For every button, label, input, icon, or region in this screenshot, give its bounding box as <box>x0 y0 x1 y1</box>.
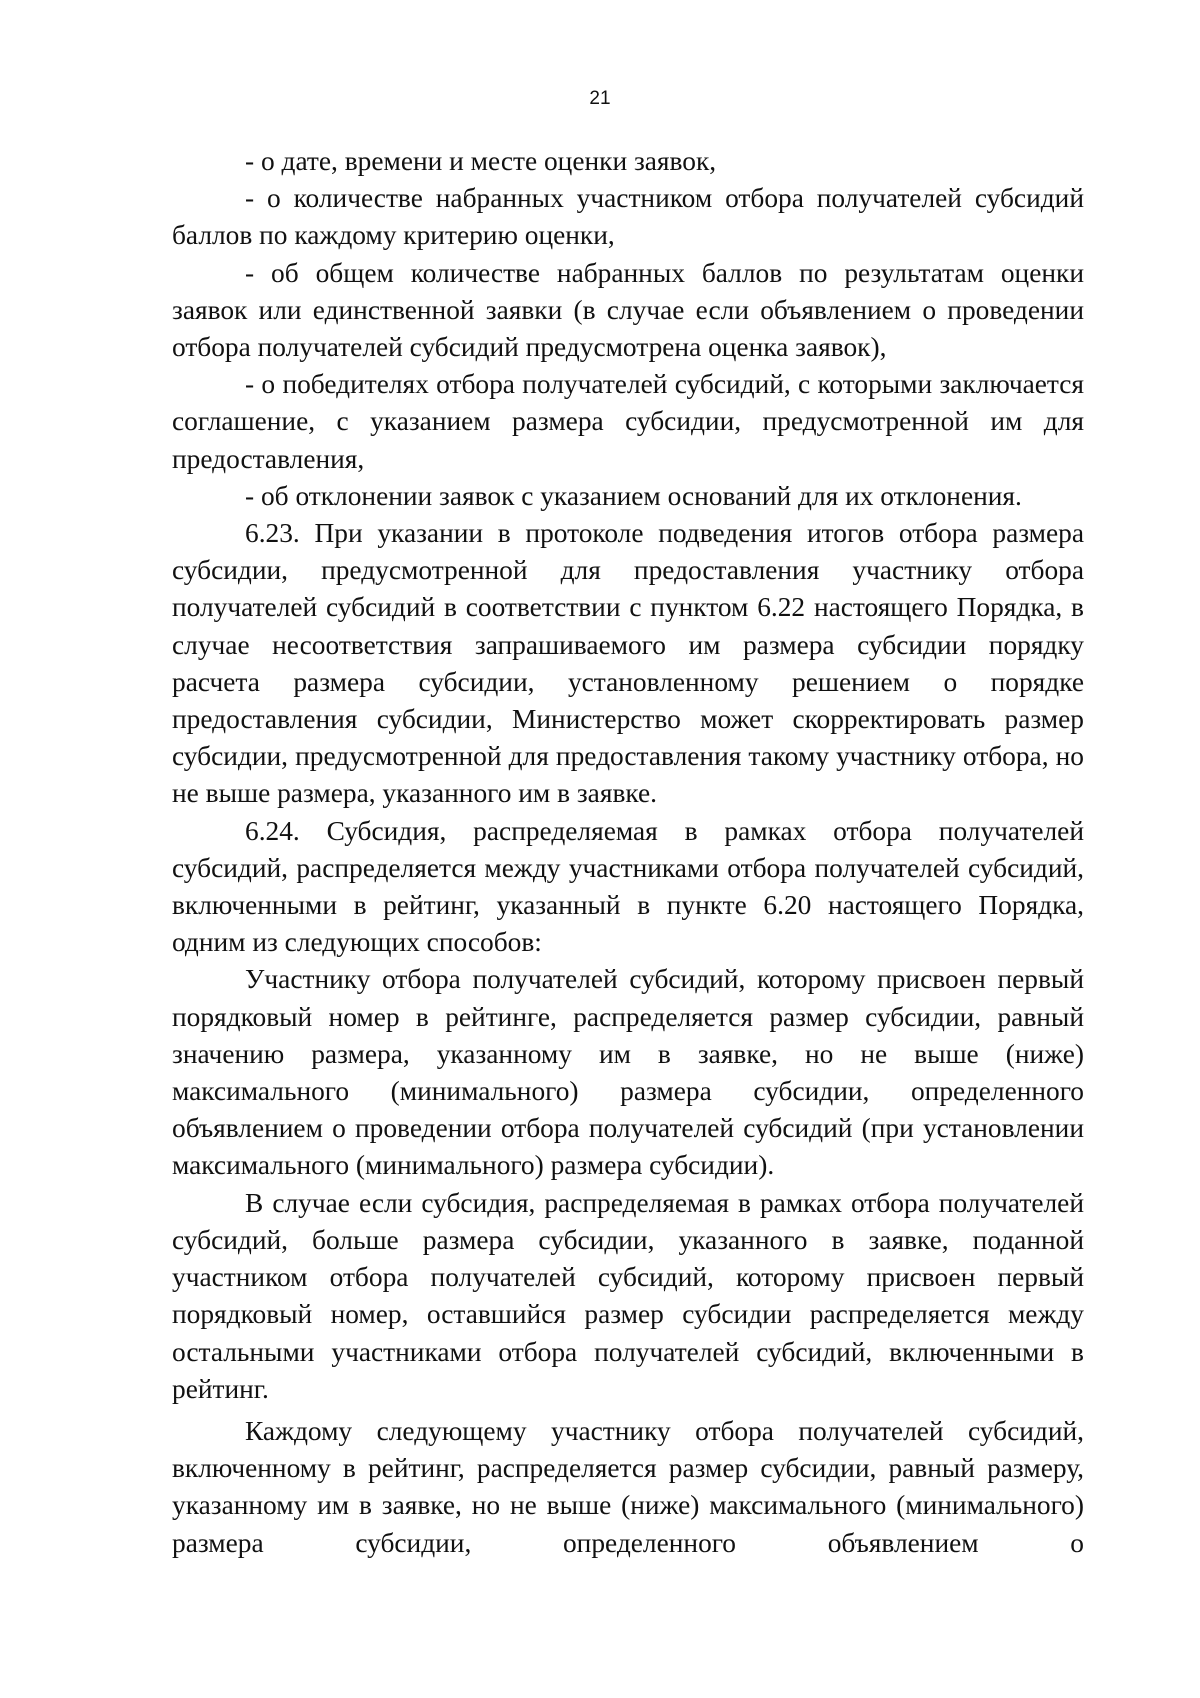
document-body <box>172 143 1084 1562</box>
paragraph-item-rejections: - об отклонении заявок с указанием оснований для их отклонения. <box>245 480 1022 511</box>
paragraph-item-date: - о дате, времени и месте оценки заявок, <box>245 146 717 176</box>
paragraph-clause-6-23: 6.23. При указании в протоколе подведения итогов отбора размера субсидии, предусмотренной для предоставления участнику отбора получателей субсидий в соответствии с пунктом 6.22 настоящего Порядка, в случае несоответствия запрашиваемого им размера субсидии порядку расчета размера субсидии, установленному решением о порядке предоставления субсидии, Министерство может скорректировать размер субсидии, предусмотренной для предоставления такому участнику отбора, но не выше размера, указанного им в заявке. <box>172 518 1084 809</box>
paragraph-remaining-subsidy: В случае если субсидия, распределяемая в рамках отбора получателей субсидий, больше размера субсидии, указанного в заявке, поданной участником отбора получателей субсидий, которому присвоен первый порядковый номер, оставшийся размер субсидии распределяется между остальными участниками отбора получателей субсидий, включенными в рейтинг. <box>172 1187 1084 1404</box>
paragraph-next-participant: Каждому следующему участнику отбора получателей субсидий, включенному в рейтинг, распределяется размер субсидии, равный размеру, указанному им в заявке, но не выше (ниже) максимального (минимального) размера субсидии, определенного объявлением о <box>172 1415 1084 1558</box>
paragraph-clause-6-24: 6.24. Субсидия, распределяемая в рамках отбора получателей субсидий, распределяется между участниками отбора получателей субсидий, включенными в рейтинг, указанный в пункте 6.20 настоящего Порядка, одним из следующих способов: <box>172 815 1084 958</box>
paragraph-item-winners: - о победителях отбора получателей субсидий, с которыми заключается соглашение, с указанием размера субсидии, предусмотренной им для предоставления, <box>172 369 1084 474</box>
paragraph-item-total-points: - об общем количестве набранных баллов по результатам оценки заявок или единственной заявки (в случае если объявлением о проведении отбора получателей субсидий предусмотрена оценка заявок), <box>172 257 1084 363</box>
paragraph-item-points-per-criterion: - о количестве набранных участником отбора получателей субсидий баллов по каждому критерию оценки, <box>172 183 1084 251</box>
paragraph-first-participant: Участнику отбора получателей субсидий, которому присвоен первый порядковый номер в рейтинге, распределяется размер субсидии, равный значению размера, указанному им в заявке, но не выше (ниже) максимального (минимального) размера субсидии, определенного объявлением о проведении отбора получателей субсидий (при установлении максимального (минимального) размера субсидии). <box>172 964 1084 1181</box>
page-number: 21 <box>589 88 611 109</box>
